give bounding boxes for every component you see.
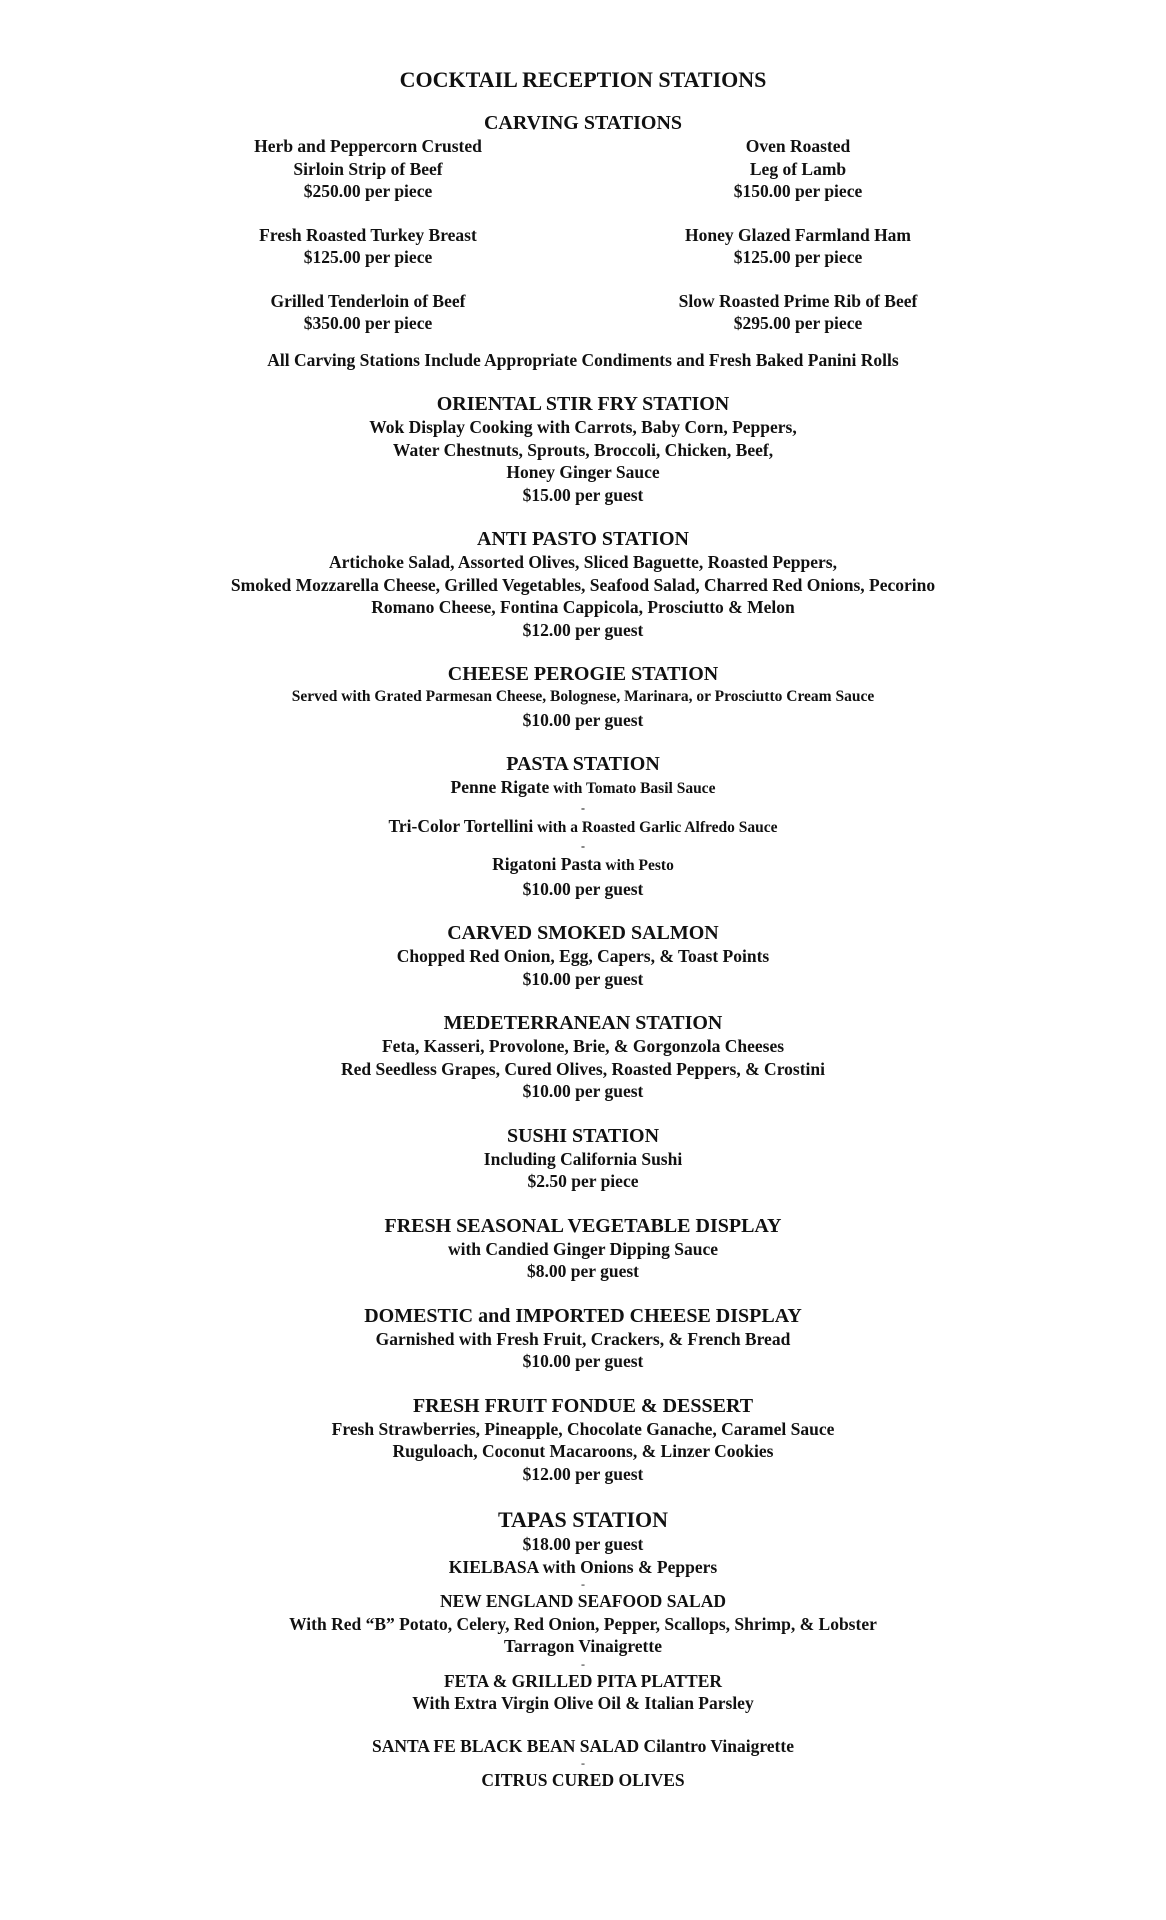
salmon-section [0, 921, 1166, 990]
carving-item [153, 224, 583, 269]
fondue-section [0, 1394, 1166, 1486]
perogie-section [0, 662, 1166, 731]
section-price: $10.00 per guest [522, 1351, 644, 1371]
pasta-desc: with a Roasted Garlic Alfredo Sauce [533, 818, 778, 836]
tapas-section [0, 1506, 1166, 1792]
item-name: Sirloin Strip of Beef [293, 158, 443, 179]
tapas-item: FETA & GRILLED PITA PLATTER [443, 1670, 723, 1691]
pasta-item [0, 815, 1166, 840]
section-price: $10.00 per guest [522, 968, 644, 989]
tapas-item-desc: With Extra Virgin Olive Oil & Italian Parsley [412, 1693, 754, 1713]
section-title: CHEESE PEROGIE STATION [447, 663, 719, 685]
section-line: Served with Grated Parmesan Cheese, Bolognese, Marinara, or Prosciutto Cream Sauce [291, 688, 875, 705]
section-line: Red Seedless Grapes, Cured Olives, Roasted Peppers, & Crostini [341, 1058, 825, 1079]
item-price: $350.00 per piece [303, 313, 433, 333]
section-title: DOMESTIC and IMPORTED CHEESE DISPLAY [364, 1304, 802, 1327]
section-price: $10.00 per guest [522, 878, 644, 899]
section-line: Water Chestnuts, Sprouts, Broccoli, Chicken, Beef, [392, 439, 774, 460]
section-line: Ruguloach, Coconut Macaroons, & Linzer Cookies [392, 1441, 774, 1461]
section-price: $12.00 per guest [522, 1463, 644, 1484]
pasta-name: Penne Rigate [450, 777, 550, 797]
section-price: $8.00 per guest [527, 1261, 639, 1281]
section-title: FRESH FRUIT FONDUE & DESSERT [412, 1394, 754, 1417]
carving-item [583, 224, 1013, 269]
tapas-item: KIELBASA with Onions & Peppers [448, 1556, 718, 1577]
section-line: Honey Ginger Sauce [506, 462, 660, 482]
item-name: Leg of Lamb [749, 158, 847, 179]
item-name: Oven Roasted [745, 136, 851, 156]
section-price: $12.00 per guest [522, 619, 644, 640]
carving-item [153, 290, 583, 335]
section-line: Wok Display Cooking with Carrots, Baby Corn, Peppers, [369, 417, 797, 437]
item-price: $125.00 per piece [733, 247, 863, 267]
pasta-section [0, 752, 1166, 900]
page-title: COCKTAIL RECEPTION STATIONS [399, 67, 767, 92]
pasta-name: Rigatoni Pasta [492, 854, 602, 874]
section-line: Garnished with Fresh Fruit, Crackers, & French Bread [375, 1328, 791, 1349]
mediterranean-section [0, 1011, 1166, 1103]
tapas-item: CITRUS CURED OLIVES [481, 1770, 685, 1790]
item-name: Fresh Roasted Turkey Breast [259, 224, 477, 245]
carving-item [583, 135, 1013, 203]
separator: - [581, 1577, 585, 1591]
separator: - [581, 1656, 585, 1671]
tapas-item-desc: With Red “B” Potato, Celery, Red Onion, Pepper, Scallops, Shrimp, & Lobster [289, 1613, 877, 1634]
pasta-item [0, 853, 1166, 878]
oriental-section [0, 392, 1166, 506]
tapas-item: SANTA FE BLACK BEAN SALAD Cilantro Vinaigrette [372, 1735, 794, 1756]
section-title: SUSHI STATION [506, 1124, 660, 1147]
section-title: FRESH SEASONAL VEGETABLE DISPLAY [384, 1214, 782, 1237]
item-name: Slow Roasted Prime Rib of Beef [678, 290, 918, 311]
carving-right-column [583, 135, 1013, 356]
carving-item [583, 290, 1013, 335]
item-name: Grilled Tenderloin of Beef [270, 290, 466, 311]
section-title: TAPAS STATION [497, 1507, 669, 1532]
item-price: $150.00 per piece [733, 181, 863, 201]
item-name: Herb and Peppercorn Crusted [254, 136, 482, 156]
cheese-section [0, 1304, 1166, 1373]
antipasto-section [0, 527, 1166, 641]
carving-note: All Carving Stations Include Appropriate Condiments and Fresh Baked Panini Rolls [267, 349, 899, 370]
section-line: Fresh Strawberries, Pineapple, Chocolate Ganache, Caramel Sauce [331, 1418, 835, 1439]
item-price: $125.00 per piece [303, 247, 433, 267]
separator: - [581, 1756, 585, 1770]
carving-left-column [153, 135, 583, 356]
section-price: $10.00 per guest [522, 709, 644, 730]
spacer [0, 1715, 1166, 1727]
section-price: $15.00 per guest [522, 484, 644, 505]
section-line: Chopped Red Onion, Egg, Capers, & Toast Points [396, 946, 770, 966]
section-line: Feta, Kasseri, Provolone, Brie, & Gorgonzola Cheeses [381, 1036, 785, 1056]
sushi-section [0, 1124, 1166, 1193]
section-title: PASTA STATION [506, 753, 660, 775]
item-price: $295.00 per piece [733, 313, 863, 333]
section-title: ANTI PASTO STATION [477, 528, 689, 550]
section-title: CARVED SMOKED SALMON [447, 922, 719, 944]
carving-grid [153, 135, 1013, 356]
vegetable-section [0, 1214, 1166, 1283]
pasta-desc: with Tomato Basil Sauce [549, 780, 716, 797]
tapas-item: NEW ENGLAND SEAFOOD SALAD [439, 1591, 727, 1611]
section-line: Artichoke Salad, Assorted Olives, Sliced Baguette, Roasted Peppers, [329, 552, 837, 572]
pasta-name: Tri-Color Tortellini [388, 815, 534, 836]
section-price: $10.00 per guest [522, 1081, 644, 1101]
section-line: Including California Sushi [483, 1148, 683, 1169]
item-price: $250.00 per piece [303, 181, 433, 201]
separator: - [581, 839, 585, 853]
pasta-item [0, 776, 1166, 801]
tapas-item-desc: Tarragon Vinaigrette [504, 1636, 662, 1656]
section-title: ORIENTAL STIR FRY STATION [436, 393, 730, 415]
separator: - [581, 800, 585, 815]
section-title: MEDETERRANEAN STATION [443, 1012, 723, 1034]
section-line: Romano Cheese, Fontina Cappicola, Prosciutto & Melon [371, 597, 795, 617]
pasta-desc: with Pesto [601, 857, 674, 874]
section-price: $18.00 per guest [522, 1534, 644, 1554]
section-line: with Candied Ginger Dipping Sauce [447, 1238, 718, 1259]
carving-section [0, 111, 1166, 371]
carving-item [153, 135, 583, 203]
carving-title: CARVING STATIONS [483, 112, 683, 134]
section-price: $2.50 per piece [527, 1171, 639, 1191]
section-line: Smoked Mozzarella Cheese, Grilled Vegetables, Seafood Salad, Charred Red Onions, Pecorino [230, 574, 936, 595]
item-name: Honey Glazed Farmland Ham [684, 224, 912, 245]
